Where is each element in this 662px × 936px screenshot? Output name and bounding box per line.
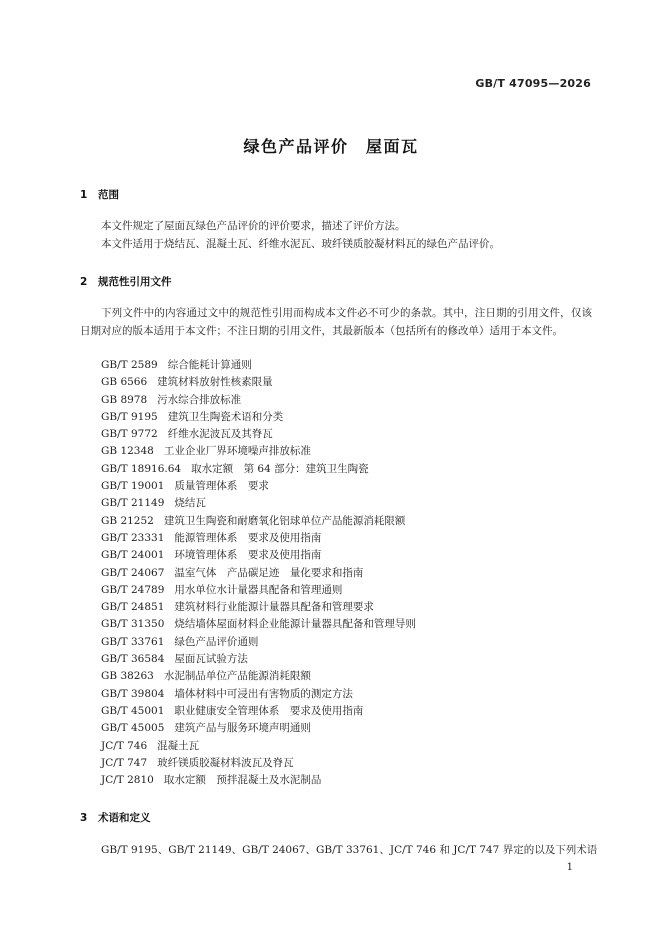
reference-title: 取水定额 第 64 部分：建筑卫生陶瓷 — [191, 462, 369, 475]
reference-code: GB/T 36584 — [101, 653, 165, 666]
reference-title: 绿色产品评价通则 — [174, 635, 259, 648]
reference-title: 污水综合排放标准 — [157, 393, 242, 406]
reference-code: JC/T 746 — [101, 739, 148, 752]
reference-code: GB/T 33761 — [101, 635, 165, 648]
reference-item — [101, 461, 416, 478]
paragraph: GB/T 9195、GB/T 21149、GB/T 24067、GB/T 33761、JC/T 746 和 JC/T 747 界定的以及下列术语 — [101, 844, 598, 856]
reference-title: 取水定额 预拌混凝土及水泥制品 — [163, 774, 322, 787]
reference-code: GB/T 24851 — [101, 601, 165, 614]
reference-title: 玻纤镁质胶凝材料波瓦及脊瓦 — [157, 756, 294, 769]
reference-title: 烧结瓦 — [174, 497, 206, 510]
reference-code: GB 12348 — [101, 445, 154, 458]
reference-code: GB 6566 — [101, 376, 148, 389]
reference-item — [101, 582, 416, 599]
reference-item — [101, 495, 416, 512]
reference-item — [101, 374, 416, 391]
section-heading-normative-references — [80, 274, 172, 289]
reference-code: GB 8978 — [101, 393, 148, 406]
reference-item — [101, 668, 416, 685]
reference-code: GB/T 31350 — [101, 618, 165, 631]
reference-item — [101, 530, 416, 547]
section-number: 1 — [80, 189, 88, 201]
reference-item — [101, 443, 416, 460]
reference-title: 混凝土瓦 — [157, 739, 200, 752]
reference-title: 环境管理体系 要求及使用指南 — [174, 549, 322, 562]
reference-code: GB/T 2589 — [101, 359, 158, 371]
reference-code: GB 21252 — [101, 514, 154, 527]
reference-title: 用水单位水计量器具配备和管理通则 — [174, 583, 343, 596]
section-heading-terms-definitions — [80, 810, 151, 825]
reference-item — [101, 686, 416, 703]
reference-item — [101, 616, 416, 633]
reference-item — [101, 738, 416, 755]
scope-body — [80, 218, 592, 253]
reference-item — [101, 478, 416, 495]
reference-title: 建筑卫生陶瓷术语和分类 — [167, 410, 284, 423]
section-title: 规范性引用文件 — [98, 276, 172, 288]
reference-item — [101, 409, 416, 426]
section-title: 术语和定义 — [98, 812, 151, 824]
reference-title: 综合能耗计算通则 — [167, 359, 252, 371]
reference-item — [101, 513, 416, 530]
reference-title: 工业企业厂界环境噪声排放标准 — [163, 445, 311, 458]
reference-code: GB/T 24001 — [101, 549, 165, 562]
reference-code: GB/T 45001 — [101, 704, 165, 717]
reference-code: GB/T 39804 — [101, 687, 165, 700]
reference-code: GB/T 21149 — [101, 497, 165, 510]
page-number: 1 — [566, 862, 573, 873]
terms-definitions-body — [80, 842, 598, 860]
reference-item — [101, 392, 416, 409]
reference-title: 能源管理体系 要求及使用指南 — [174, 531, 322, 544]
reference-item — [101, 755, 416, 772]
reference-code: GB/T 45005 — [101, 722, 165, 735]
reference-title: 墙体材料中可浸出有害物质的测定方法 — [174, 687, 353, 700]
reference-code: GB/T 24067 — [101, 566, 165, 579]
reference-title: 建筑材料放射性核素限量 — [157, 376, 273, 389]
reference-item — [101, 547, 416, 564]
reference-code: GB/T 24789 — [101, 583, 165, 596]
document-title: 绿色产品评价 屋面瓦 — [243, 137, 419, 156]
section-title: 范围 — [98, 189, 119, 201]
reference-title: 职业健康安全管理体系 要求及使用指南 — [174, 704, 364, 717]
reference-item — [101, 599, 416, 616]
standard-code: GB/T 47095—2026 — [475, 77, 591, 90]
reference-code: GB/T 18916.64 — [101, 462, 182, 475]
reference-item — [101, 426, 416, 443]
reference-item — [101, 651, 416, 668]
normative-references-intro — [80, 305, 592, 340]
reference-code: JC/T 2810 — [101, 774, 154, 787]
paragraph: 本文件规定了屋面瓦绿色产品评价的评价要求，描述了评价方法。 — [101, 220, 406, 232]
reference-title: 建筑卫生陶瓷和耐磨氧化铝球单位产品能源消耗限额 — [163, 514, 406, 527]
reference-code: GB/T 9195 — [101, 410, 158, 423]
section-heading-scope — [80, 187, 119, 202]
reference-item — [101, 357, 416, 374]
section-number: 3 — [80, 812, 88, 824]
reference-title: 屋面瓦试验方法 — [174, 653, 248, 666]
reference-code: GB/T 19001 — [101, 480, 165, 493]
reference-code: GB 38263 — [101, 670, 154, 683]
reference-item — [101, 720, 416, 737]
reference-code: JC/T 747 — [101, 756, 148, 769]
paragraph: 下列文件中的内容通过文中的规范性引用而构成本文件必不可少的条款。其中，注日期的引用文件，仅该日期对应的版本适用于本文件；不注日期的引用文件，其最新版本（包括所有的修改单）适用于本文件。 — [80, 307, 592, 337]
reference-item — [101, 703, 416, 720]
reference-title: 烧结墙体屋面材料企业能源计量器具配备和管理导则 — [174, 618, 416, 631]
reference-title: 建筑材料行业能源计量器具配备和管理要求 — [174, 601, 374, 614]
reference-item — [101, 772, 416, 789]
reference-title: 水泥制品单位产品能源消耗限额 — [163, 670, 311, 683]
reference-title: 建筑产品与服务环境声明通则 — [174, 722, 311, 735]
reference-item — [101, 634, 416, 651]
reference-item — [101, 565, 416, 582]
reference-title: 纤维水泥波瓦及其脊瓦 — [167, 428, 273, 441]
reference-code: GB/T 9772 — [101, 428, 158, 441]
reference-title: 质量管理体系 要求 — [174, 480, 269, 493]
paragraph: 本文件适用于烧结瓦、混凝土瓦、纤维水泥瓦、玻纤镁质胶凝材料瓦的绿色产品评价。 — [101, 237, 500, 250]
reference-title: 温室气体 产品碳足迹 量化要求和指南 — [174, 566, 364, 579]
reference-code: GB/T 23331 — [101, 531, 165, 544]
section-number: 2 — [80, 276, 88, 288]
reference-list — [101, 357, 416, 789]
